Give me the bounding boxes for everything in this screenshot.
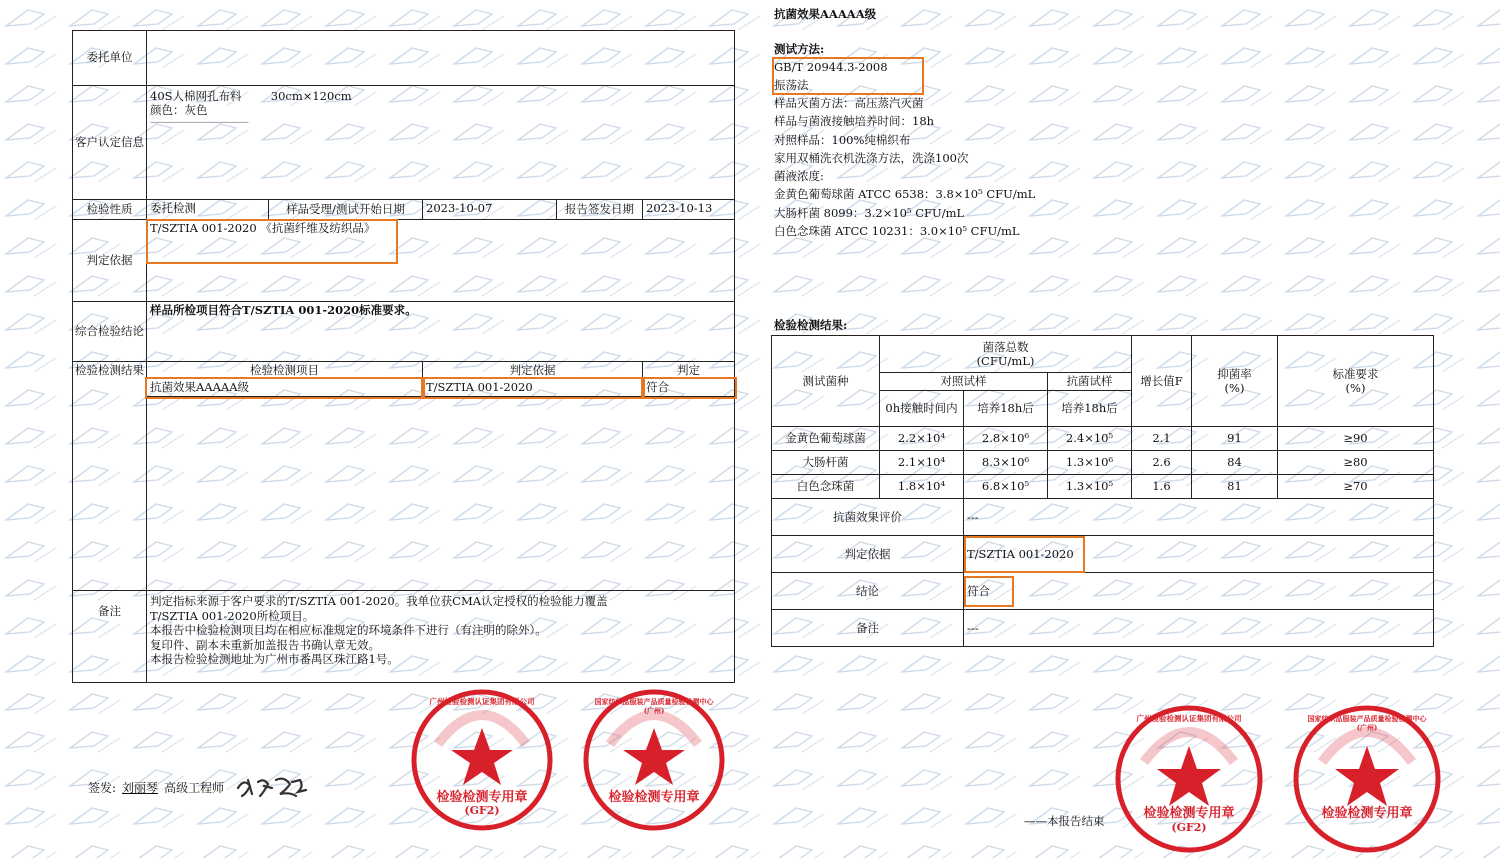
row-strain: 大肠杆菌 (772, 451, 880, 475)
info-line-candida: 白色念珠菌 ATCC 10231：3.0×10⁵ CFU/mL (774, 224, 1020, 239)
issue-date-label: 报告签发日期 (557, 200, 643, 220)
header-0h: 0h接触时间内 (880, 391, 964, 427)
remarks-line-1: 判定指标来源于客户要求的T/SZTIA 001-2020。我单位获CMA认定授权的检验能力覆盖 (150, 594, 608, 609)
row-rate: 91 (1192, 427, 1278, 451)
row-rate: 81 (1192, 475, 1278, 499)
row-growth: 1.6 (1132, 475, 1192, 499)
stamp-4-seal-label: 检验检测专用章 (1321, 806, 1413, 821)
results-label: 检验检测结果 (73, 362, 147, 591)
row-0h: 2.1×10⁴ (880, 451, 964, 475)
row-growth: 2.6 (1132, 451, 1192, 475)
antibacterial-results-table (771, 335, 1434, 647)
result-judgment-value: 符合 (643, 379, 735, 397)
header-control: 对照试样 (880, 373, 1048, 391)
header-rate (1192, 336, 1278, 427)
row-standard: ≥90 (1278, 427, 1434, 451)
row-strain: 金黄色葡萄球菌 (772, 427, 880, 451)
client-label: 委托单位 (73, 31, 147, 86)
sample-line-2: 颜色：灰色 (150, 103, 208, 118)
report-end-text: ——本报告结束 (1024, 814, 1105, 828)
method-standard: GB/T 20944.3-2008 (774, 60, 888, 74)
info-line-control: 对照样品：100%纯棉织布 (774, 132, 911, 147)
row-18h-antibac: 2.4×10⁵ (1048, 427, 1132, 451)
basis-value: T/SZTIA 001-2020 (967, 546, 1074, 561)
info-line-wash: 家用双桶洗衣机洗涤方法，洗涤100次 (774, 150, 969, 165)
remark-label: 备注 (772, 610, 964, 647)
result-header-basis: 判定依据 (423, 362, 643, 379)
row-strain: 白色念珠菌 (772, 475, 880, 499)
receive-date-value: 2023-10-07 (423, 200, 557, 220)
header-18h-control: 培养18h后 (964, 391, 1048, 427)
info-line-staph: 金黄色葡萄球菌 ATCC 6538：3.8×10⁵ CFU/mL (774, 187, 1036, 202)
inspection-type-label: 检验性质 (73, 200, 147, 220)
conclusion-value: 符合 (967, 583, 990, 598)
row-18h-control: 8.3×10⁶ (964, 451, 1048, 475)
right-title: 抗菌效果AAAAA级 (774, 7, 877, 21)
header-standard (1278, 336, 1434, 427)
conclusion-label: 综合检验结论 (73, 302, 147, 362)
basis-label: 判定依据 (772, 536, 964, 573)
table-row (772, 475, 1434, 499)
header-rate-unit: (%) (1224, 381, 1245, 395)
remarks-line-5: 本报告检验检测地址为广州市番禺区珠江路1号。 (150, 651, 399, 666)
stamp-2-center-name: 国家纺织品服装产品质量检验检测中心(广州) (594, 697, 714, 715)
row-standard: ≥80 (1278, 451, 1434, 475)
table-row (772, 451, 1434, 475)
header-18h-antibac: 培养18h后 (1048, 391, 1132, 427)
eval-label: 抗菌效果评价 (772, 499, 964, 536)
result-item-value: 抗菌效果AAAAA级 (147, 379, 423, 397)
info-line-ecoli: 大肠杆菌 8099：3.2×10⁵ CFU/mL (774, 205, 965, 220)
stamp-2-seal-label: 检验检测专用章 (608, 790, 700, 805)
header-strain: 测试菌种 (772, 336, 880, 427)
row-0h: 1.8×10⁴ (880, 475, 964, 499)
header-growth: 增长值F (1132, 336, 1192, 427)
stamp-4-center-name: 国家纺织品服装产品质量检验检测中心(广州) (1307, 714, 1427, 732)
stamp-1-seal-label: 检验检测专用章 (436, 790, 528, 805)
header-total-count (880, 336, 1132, 373)
sample-line-1: 40S人棉网孔布料 30cm×120cm (150, 89, 352, 103)
row-growth: 2.1 (1132, 427, 1192, 451)
header-total-unit: (CFU/mL) (976, 354, 1035, 368)
result-header-judgment: 判定 (643, 362, 735, 379)
sign-label: 签发: (88, 780, 117, 795)
results-label: 检验检测结果: (774, 318, 848, 332)
info-line-concentration: 菌液浓度: (774, 169, 824, 184)
row-18h-antibac: 1.3×10⁶ (1048, 451, 1132, 475)
remarks-label: 备注 (73, 591, 147, 683)
result-basis-value: T/SZTIA 001-2020 (423, 379, 643, 397)
row-0h: 2.2×10⁴ (880, 427, 964, 451)
row-18h-control: 6.8×10⁵ (964, 475, 1048, 499)
conclusion-value-highlight (964, 576, 1014, 607)
result-header-item: 检验检测项目 (147, 362, 423, 379)
row-rate: 84 (1192, 451, 1278, 475)
method-label: 测试方法: (774, 42, 825, 56)
info-line-contact-time: 样品与菌液接触培养时间：18h (774, 114, 935, 129)
basis-value-cell (964, 536, 1434, 573)
customer-info-label: 客户认定信息 (73, 86, 147, 200)
conclusion-value-cell (964, 573, 1434, 610)
header-rate-label: 抑菌率 (1217, 366, 1252, 381)
header-standard-unit: (%) (1345, 381, 1366, 395)
stamp-3-org-name: 广州检验检测认证集团有限公司 (1136, 714, 1242, 723)
row-18h-control: 2.8×10⁶ (964, 427, 1048, 451)
receive-date-label: 样品受理/测试开始日期 (269, 200, 423, 220)
sample-line-3: ------------------------------------------------ (150, 117, 248, 128)
header-antibac: 抗菌试样 (1048, 373, 1132, 391)
remarks-line-2: T/SZTIA 001-2020所检项目。 (150, 608, 315, 623)
conclusion-value: 样品所检项目符合T/SZTIA 001-2020标准要求。 (147, 302, 735, 362)
basis-value-highlight (964, 536, 1085, 573)
inspection-type-value: 委托检测 (147, 200, 269, 220)
info-line-sterilize: 样品灭菌方法：高压蒸汽灭菌 (774, 96, 924, 110)
method-name: 振荡法 (774, 78, 809, 92)
stamp-1-seal-code: (GF2) (464, 804, 500, 817)
stamp-3-seal-code: (GF2) (1171, 821, 1207, 834)
conclusion-label: 结论 (772, 573, 964, 610)
eval-value: --- (964, 499, 1434, 536)
judgment-basis-value: T/SZTIA 001-2020 《抗菌纤维及纺织品》 (150, 221, 376, 235)
table-row (772, 427, 1434, 451)
signer-name: 刘丽琴 (122, 780, 159, 795)
remarks-line-4: 复印件、副本未重新加盖报告书确认章无效。 (150, 637, 380, 652)
info-lines (774, 94, 1035, 240)
signer-title: 高级工程师 (164, 780, 225, 795)
remarks-line-3: 本报告中检验检测项目均在相应标准规定的环境条件下进行（有注明的除外）。 (150, 623, 547, 638)
remark-value: --- (964, 610, 1434, 647)
header-standard-label: 标准要求 (1332, 366, 1379, 381)
row-standard: ≥70 (1278, 475, 1434, 499)
stamp-3-seal-label: 检验检测专用章 (1143, 806, 1235, 821)
header-total-label: 菌落总数 (982, 339, 1029, 354)
judgment-basis-label: 判定依据 (73, 220, 147, 302)
issue-date-value: 2023-10-13 (643, 200, 735, 220)
stamp-1-org-name: 广州检验检测认证集团有限公司 (429, 697, 535, 706)
row-18h-antibac: 1.3×10⁵ (1048, 475, 1132, 499)
